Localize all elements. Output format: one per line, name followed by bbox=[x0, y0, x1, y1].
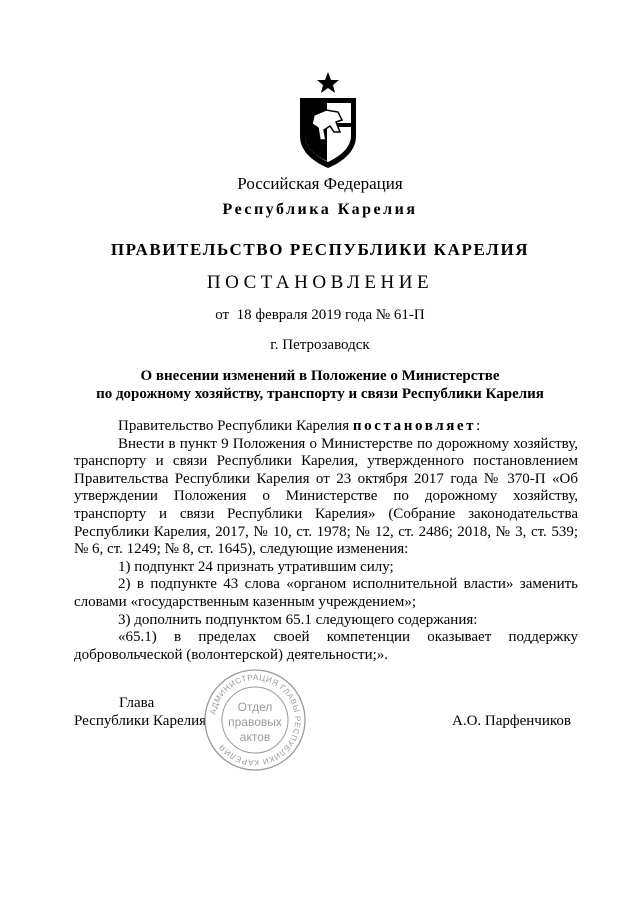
document-date: 18 февраля 2019 года bbox=[236, 307, 373, 323]
government-name: ПРАВИТЕЛЬСТВО РЕСПУБЛИКИ КАРЕЛИЯ bbox=[110, 240, 530, 259]
intro-verb: постановляет bbox=[352, 418, 477, 434]
stamp-line-2: правовых bbox=[228, 715, 282, 729]
republic-name: Республика Карелия bbox=[222, 201, 418, 218]
document-number: № 61-П bbox=[375, 307, 425, 323]
signer-name: А.О. Парфенчиков bbox=[452, 713, 571, 729]
stamp-line-3: актов bbox=[239, 730, 271, 744]
intro-suffix: : bbox=[476, 418, 481, 434]
date-prefix: от bbox=[215, 307, 230, 323]
main-paragraph: Внести в пункт 9 Положения о Министерстве по дорожному хозяйству, транспорту и связи Республики Карелия, утвержденного постановлением Правительства Республики Карелия от 23 октября 2017 года № 370-П «Об утверждении Положения о Министерстве по дорожному хозяйству, транспорту и связи Республики Карелия» (Собрание законодательства Республики Карелия, 2017, № 10, ст. 1978; № 12, ст. 2486; 2018, № 3, ст. 539; № 6, ст. 1249; № 8, ст. 1645), следующие изменения: bbox=[74, 435, 578, 558]
date-line bbox=[0, 307, 640, 324]
legal-department-stamp bbox=[203, 668, 307, 772]
signer-position-line-2: Республики Карелия bbox=[74, 713, 207, 729]
title-line-2: по дорожному хозяйству, транспорту и связи Республики Карелия bbox=[96, 386, 544, 402]
stamp-line-1: Отдел bbox=[237, 700, 273, 714]
item-3-text: «65.1) в пределах своей компетенции оказывает поддержку добровольческой (волонтерской) деятельности;». bbox=[74, 629, 578, 663]
document-body bbox=[74, 418, 578, 664]
document-title bbox=[0, 367, 640, 403]
stamp-ring-text: АДМИНИСТРАЦИЯ ГЛАВЫ РЕСПУБЛИКИ КАРЕЛИЯ bbox=[208, 672, 303, 768]
item-3: 3) дополнить подпунктом 65.1 следующего содержания: bbox=[118, 611, 478, 628]
signer-position-line-1: Глава bbox=[119, 695, 155, 711]
title-line-1: О внесении изменений в Положение о Министерстве bbox=[140, 368, 500, 384]
intro-prefix: Правительство Республики Карелия bbox=[118, 418, 350, 434]
item-2: 2) в подпункте 43 слова «органом исполнительной власти» заменить словами «государственным казенным учреждением»; bbox=[74, 576, 578, 610]
country-name: Российская Федерация bbox=[237, 174, 403, 193]
city: г. Петрозаводск bbox=[270, 337, 370, 353]
item-1: 1) подпункт 24 признать утратившим силу; bbox=[118, 558, 394, 575]
document-type: ПОСТАНОВЛЕНИЕ bbox=[206, 272, 434, 293]
intro-paragraph bbox=[74, 418, 578, 436]
karelia-coat-of-arms-icon bbox=[296, 70, 360, 170]
